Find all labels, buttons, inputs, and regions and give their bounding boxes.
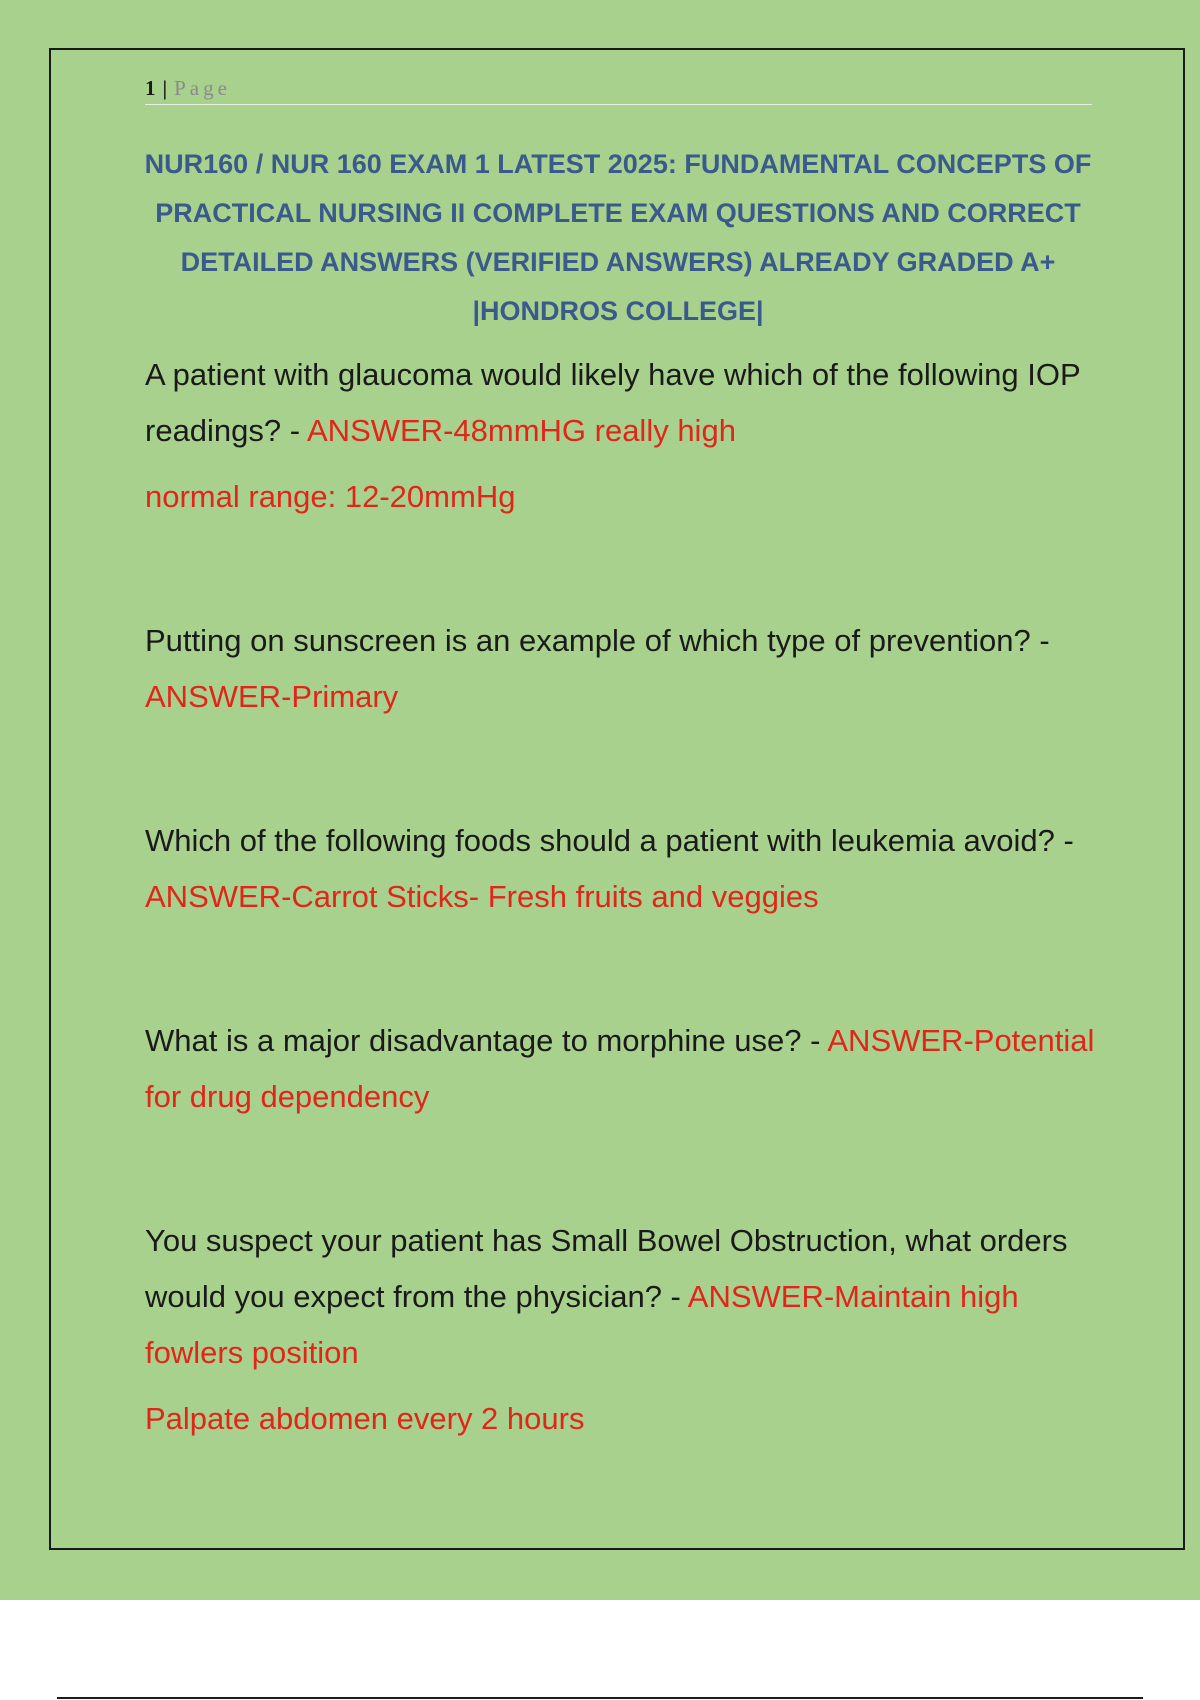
question-item: [145, 813, 1095, 925]
document-title: NUR160 / NUR 160 EXAM 1 LATEST 2025: FUNDAMENTAL CONCEPTS OF PRACTICAL NURSING II COMPLETE EXAM QUESTIONS AND CORRECT DETAILED ANSWERS (VERIFIED ANSWERS) ALREADY GRADED A+ |HONDROS COLLEGE|: [144, 149, 1092, 326]
answer-note: Palpate abdomen every 2 hours: [145, 1401, 585, 1436]
question-item: [145, 1213, 1095, 1447]
question-item: [145, 613, 1095, 725]
page-header: [145, 74, 1092, 105]
question-text: Putting on sunscreen is an example of which type of prevention? -: [145, 623, 1050, 658]
answer-note: normal range: 12-20mmHg: [145, 479, 516, 514]
footer-divider: [57, 1697, 1143, 1699]
answer-text: ANSWER-Potential for drug dependency: [145, 1023, 1095, 1114]
answer-text: ANSWER-Maintain high fowlers position: [145, 1279, 1019, 1370]
question-item: [145, 347, 1095, 525]
answer-text: ANSWER-Primary: [145, 679, 399, 714]
question-text: You suspect your patient has Small Bowel Obstruction, what orders would you expect from the physician? -: [145, 1223, 1068, 1314]
page-number: 1: [145, 76, 159, 100]
answer-text: ANSWER-Carrot Sticks- Fresh fruits and veggies: [145, 879, 819, 914]
question-list: [145, 347, 1095, 1447]
question-text: Which of the following foods should a patient with leukemia avoid? -: [145, 823, 1074, 858]
question-paragraph: [145, 813, 1095, 925]
page-label: Page: [174, 76, 231, 100]
answer-text: ANSWER-48mmHG really high: [307, 413, 736, 448]
question-paragraph: [145, 613, 1095, 725]
question-item: [145, 1013, 1095, 1125]
question-paragraph: [145, 1013, 1095, 1125]
question-text: What is a major disadvantage to morphine use? -: [145, 1023, 828, 1058]
page-separator: |: [162, 76, 171, 100]
question-paragraph: [145, 1213, 1095, 1381]
question-paragraph: [145, 347, 1095, 459]
question-text: A patient with glaucoma would likely have which of the following IOP readings? -: [145, 357, 1081, 448]
